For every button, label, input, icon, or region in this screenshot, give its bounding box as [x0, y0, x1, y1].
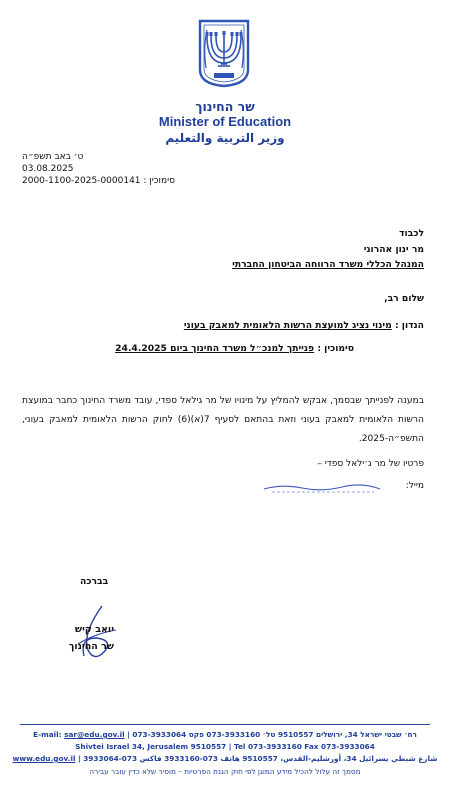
footer-line-1: E-mail: sar@edu.gov.il | רח׳ שבטי ישראל 34, ירושלים 9510557 טל׳ 073-3933160 פקס 073-3933064: [33, 730, 417, 739]
footer-line-2: Shivtei Israel 34, Jerusalem 9510557 | Tel 073-3933160 Fax 073-3933064: [75, 742, 375, 751]
subject-label: הנדון :: [394, 320, 424, 331]
footer-address-arabic: شارع شبطي يسرائيل 34، أورشليم-القدس، 9510557 هاتف 073-3933160 فاكس 073-3933064: [83, 754, 438, 763]
footer-divider: [20, 724, 430, 725]
signer-title: שר החינוך: [68, 641, 114, 652]
closing-blessing: בברכה: [80, 576, 109, 587]
subject-text: מינוי נציג למועצת הרשות הלאומית למאבק בעוני: [183, 320, 392, 331]
recipient-title: המנהל הכללי משרד הרווחה הביטחון החברתי: [232, 259, 424, 270]
reference-line: [22, 176, 175, 186]
recipient-name: מר ינון אהרוני: [363, 244, 424, 255]
reference-subject-line: [115, 343, 354, 354]
email-label: מייל:: [405, 481, 424, 491]
recipient-to: לכבוד: [399, 228, 424, 239]
reference-label: סימוכין :: [143, 176, 175, 186]
subject-line: [184, 320, 424, 331]
reference-number: 2000-1100-2025-0000141: [22, 176, 141, 186]
signer-name: יואב קיש: [74, 624, 114, 635]
minister-title-english: Minister of Education: [158, 114, 292, 129]
reference-subject-label: סימוכין :: [317, 343, 354, 354]
footer-privacy-note: מסמך זה עלול להכיל מידע המוגן לפי חוק הגנת הפרטיות – מוסיר שלא כדין עובר עבירה: [89, 767, 361, 776]
hebrew-date: ט׳ באב תשפ״ה: [22, 152, 84, 162]
minister-title-arabic: وزير التربية والتعليم: [165, 131, 285, 145]
footer-email-label: E-mail:: [33, 730, 62, 739]
reference-subject-text: פנייתך למנכ״ל משרד החינוך ביום 24.4.2025: [115, 343, 315, 354]
gregorian-date: 03.08.2025: [22, 164, 74, 174]
details-line: פרטיו של מר ג׳ילאל ספדי –: [317, 459, 424, 469]
footer-website-link[interactable]: www.edu.gov.il: [12, 754, 76, 763]
footer-address-hebrew: רח׳ שבטי ישראל 34, ירושלים 9510557 טל׳ 073-3933160 פקס 073-3933064: [132, 730, 417, 739]
footer-line-3: www.edu.gov.il | شارع شبطي يسرائيل 34، أورشليم-القدس، 9510557 هاتف 073-3933160 فاكس 073-3933064: [12, 754, 438, 763]
handwritten-signature: [74, 604, 120, 666]
greeting: שלום רב,: [384, 293, 424, 304]
redacted-email-scribble: [262, 480, 382, 494]
footer-email-link[interactable]: sar@edu.gov.il: [64, 730, 125, 739]
minister-title-hebrew: שר החינוך: [195, 99, 255, 114]
state-emblem-icon: [197, 18, 251, 88]
body-paragraph: במענה לפנייתך שבסמך, אבקש להמליץ על מינויו של מר גילאל ספדי, עובד משרד החינוך כחבר במועצת הרשות הלאומית למאבק בעוני וזאת בהתאם לסעיף 7(א)(6) לחוק הרשות הלאומית למאבק בעוני, התשפ״ה-2025.: [22, 396, 424, 444]
